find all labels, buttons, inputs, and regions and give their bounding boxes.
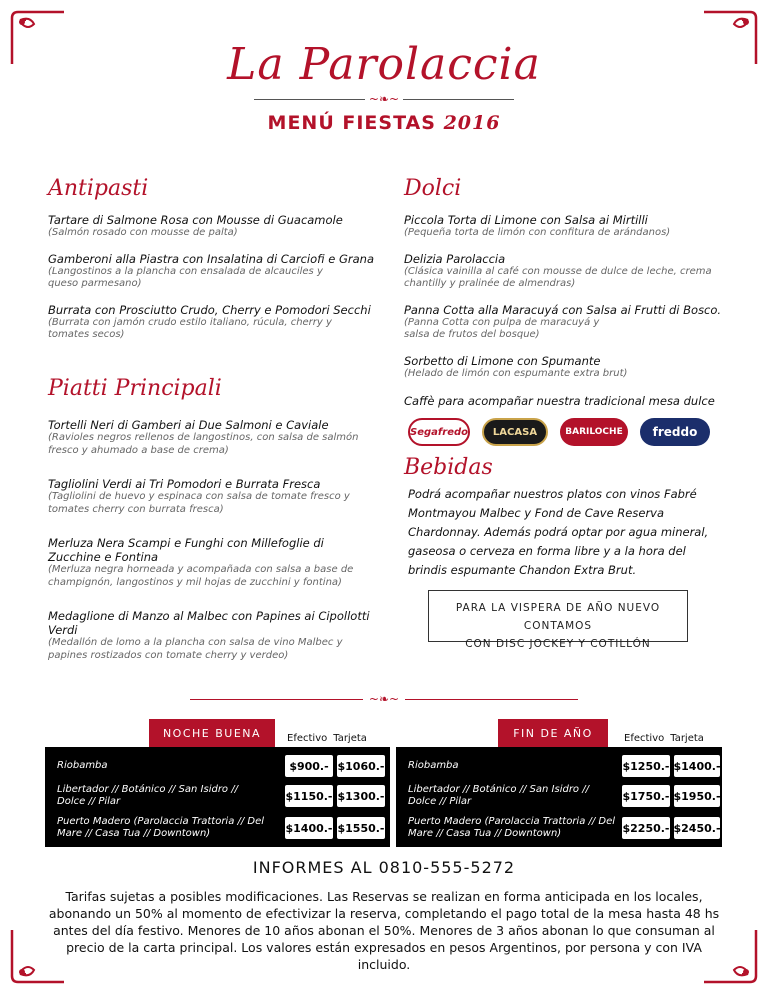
dish-item [404, 303, 724, 342]
price-cash: $1250.- [622, 755, 670, 777]
brand-logos [408, 418, 710, 446]
dish-name: Burrata con Prosciutto Crudo, Cherry e Pomodori Secchi [48, 302, 371, 317]
lacasa-logo: LACASA [482, 418, 548, 446]
col-cash: Efectivo [287, 733, 328, 744]
flourish-icon: ~❧~ [368, 92, 400, 106]
price-column-headers [287, 733, 367, 744]
price-location: Libertador // Botánico // San Isidro // Dolce // Pilar [408, 784, 589, 807]
coffee-text: Caffè para acompañar nuestra tradicional mesa dulce [404, 394, 715, 408]
dish-name: Tartare di Salmone Rosa con Mousse di Guacamole [48, 213, 343, 227]
dish-desc: (Pequeña torta de limón con confitura de arándanos) [404, 227, 671, 238]
bebidas-title: Bebidas [404, 455, 493, 480]
dish-item [404, 252, 724, 291]
dish-name: Piccola Torta di Limone con Salsa ai Mirtilli [404, 213, 648, 227]
price-cash: $2250.- [622, 817, 670, 839]
price-row [45, 813, 390, 843]
dish-item [404, 213, 724, 240]
price-card: $2450.- [674, 817, 720, 839]
footer-terms: Tarifas sujetas a posibles modificaciones. Las Reservas se realizan en forma anticipada en los locales, abonando un 50% al momento de efectivizar la reserva, completando el pago total de la mesa hasta 48 hs antes del día festivo. Menores de 10 años abonan el 50%. Menores de 3 años abonan lo que consuman al precio de la carta principal. Los valores están expresados en pesos Argentinos, por persona y con IVA incluido. [48, 889, 720, 972]
price-cash: $1750.- [622, 785, 670, 807]
price-cash: $1150.- [285, 785, 333, 807]
dish-name: Delizia Parolaccia [404, 251, 506, 266]
dish-name: Sorbetto di Limone con Spumante [404, 353, 601, 368]
promo-line-2: CON DISC JOCKEY Y COTILLÓN [465, 638, 651, 650]
bebidas-text: Podrá acompañar nuestros platos con vinos Fabré Montmayou Malbec y Fond de Cave Reserva Chardonnay. Además podrá optar por agua mineral, gaseosa o cerveza en forma libre y a la hora del brindis espumante Chandon Extra Brut. [408, 487, 709, 577]
dish-name: Medaglione di Manzo al Malbec con Papines ai Cipollotti Verdi [48, 609, 370, 637]
dolci-title: Dolci [404, 176, 462, 201]
antipasti-title: Antipasti [48, 176, 149, 201]
dish-desc: (Langostinos a la plancha con ensalada de alcauciles y queso parmesano) [48, 265, 323, 289]
dish-item [48, 477, 378, 516]
dish-item [48, 213, 378, 240]
price-card: $1550.- [337, 817, 385, 839]
dish-item [404, 354, 724, 381]
bariloche-logo: BARILOCHE [560, 418, 628, 446]
price-location: Puerto Madero (Parolaccia Trattoria // Del Mare // Casa Tua // Downtown) [57, 816, 265, 839]
price-cash: $1400.- [285, 817, 333, 839]
noche-buena-panel [45, 726, 390, 847]
dish-desc: (Helado de limón con espumante extra brut) [404, 367, 628, 379]
subtitle-text: MENÚ FIESTAS [267, 112, 436, 134]
informes-phone: INFORMES AL 0810-555-5272 [252, 858, 516, 877]
price-card: $1400.- [674, 755, 720, 777]
subtitle-year: 2016 [443, 112, 501, 134]
menu-header [0, 40, 768, 134]
antipasti-list [48, 213, 378, 354]
dish-item [48, 303, 378, 342]
section-divider [190, 692, 578, 706]
promo-box [428, 590, 688, 650]
price-row [45, 781, 390, 811]
dish-name: Tagliolini Verdi ai Tri Pomodori e Burrata Fresca [48, 477, 321, 491]
dish-desc: (Panna Cotta con pulpa de maracuyá y salsa de frutos del bosque) [404, 316, 600, 340]
principali-list [48, 418, 378, 674]
dish-item [48, 609, 378, 662]
noche-buena-tab: NOCHE BUENA [149, 719, 275, 747]
dish-desc: (Ravioles negros rellenos de langostinos, con salsa de salmón fresco y ahumado a base de crema) [48, 432, 359, 456]
price-column-headers [624, 733, 704, 744]
promo-line-1: PARA LA VISPERA DE AÑO NUEVO CONTAMOS [455, 602, 661, 632]
price-row [396, 781, 722, 811]
brand-logo: La Parolaccia [227, 39, 541, 90]
flourish-icon: ~❧~ [368, 692, 400, 706]
dish-name: Panna Cotta alla Maracuyá con Salsa ai Frutti di Bosco. [404, 302, 722, 317]
dish-desc: (Medallón de lomo a la plancha con salsa de vino Malbec y papines rostizados con tomate cherry y verdeo) [48, 637, 343, 661]
price-row [45, 751, 390, 781]
price-row [396, 813, 722, 843]
brand-divider [254, 92, 514, 106]
price-cash: $900.- [285, 755, 333, 777]
dish-item [48, 536, 378, 589]
price-location: Riobamba [408, 760, 459, 771]
price-location: Puerto Madero (Parolaccia Trattoria // Del Mare // Casa Tua // Downtown) [408, 816, 616, 839]
freddo-logo: freddo [640, 418, 710, 446]
dish-item [48, 418, 378, 457]
dish-desc: (Salmón rosado con mousse de palta) [48, 227, 238, 238]
price-card: $1060.- [337, 755, 385, 777]
dolci-list [404, 213, 724, 420]
price-row [396, 751, 722, 781]
col-card: Tarjeta [333, 733, 367, 744]
price-card: $1950.- [674, 785, 720, 807]
col-card: Tarjeta [670, 733, 704, 744]
dish-name: Merluza Nera Scampi e Funghi con Millefoglie di Zucchine e Fontina [48, 536, 324, 564]
col-cash: Efectivo [624, 733, 665, 744]
coffee-note [404, 394, 724, 408]
dish-name: Tortelli Neri di Gamberi ai Due Salmoni e Caviale [48, 418, 329, 432]
menu-subtitle [0, 112, 768, 134]
fin-de-ano-tab: FIN DE AÑO [498, 719, 608, 747]
price-card: $1300.- [337, 785, 385, 807]
segafredo-logo: Segafredo [408, 418, 470, 446]
price-location: Libertador // Botánico // San Isidro // Dolce // Pilar [57, 784, 238, 807]
dish-desc: (Burrata con jamón crudo estilo italiano, rúcula, cherry y tomates secos) [48, 316, 332, 340]
principali-title: Piatti Principali [48, 376, 222, 401]
dish-desc: (Clásica vainilla al café con mousse de dulce de leche, crema chantilly y pralinée de almendras) [404, 265, 712, 289]
price-location: Riobamba [57, 760, 108, 771]
dish-desc: (Merluza negra horneada y acompañada con salsa a base de champignón, langostinos y mil hojas de zucchini y fontina) [48, 564, 354, 588]
dish-item [48, 252, 378, 291]
dish-desc: (Tagliolini de huevo y espinaca con salsa de tomate fresco y tomates cherry con burrata fresca) [48, 491, 350, 515]
fin-de-ano-panel [396, 726, 722, 847]
dish-name: Gamberoni alla Piastra con Insalatina di Carciofi e Grana [48, 251, 374, 266]
